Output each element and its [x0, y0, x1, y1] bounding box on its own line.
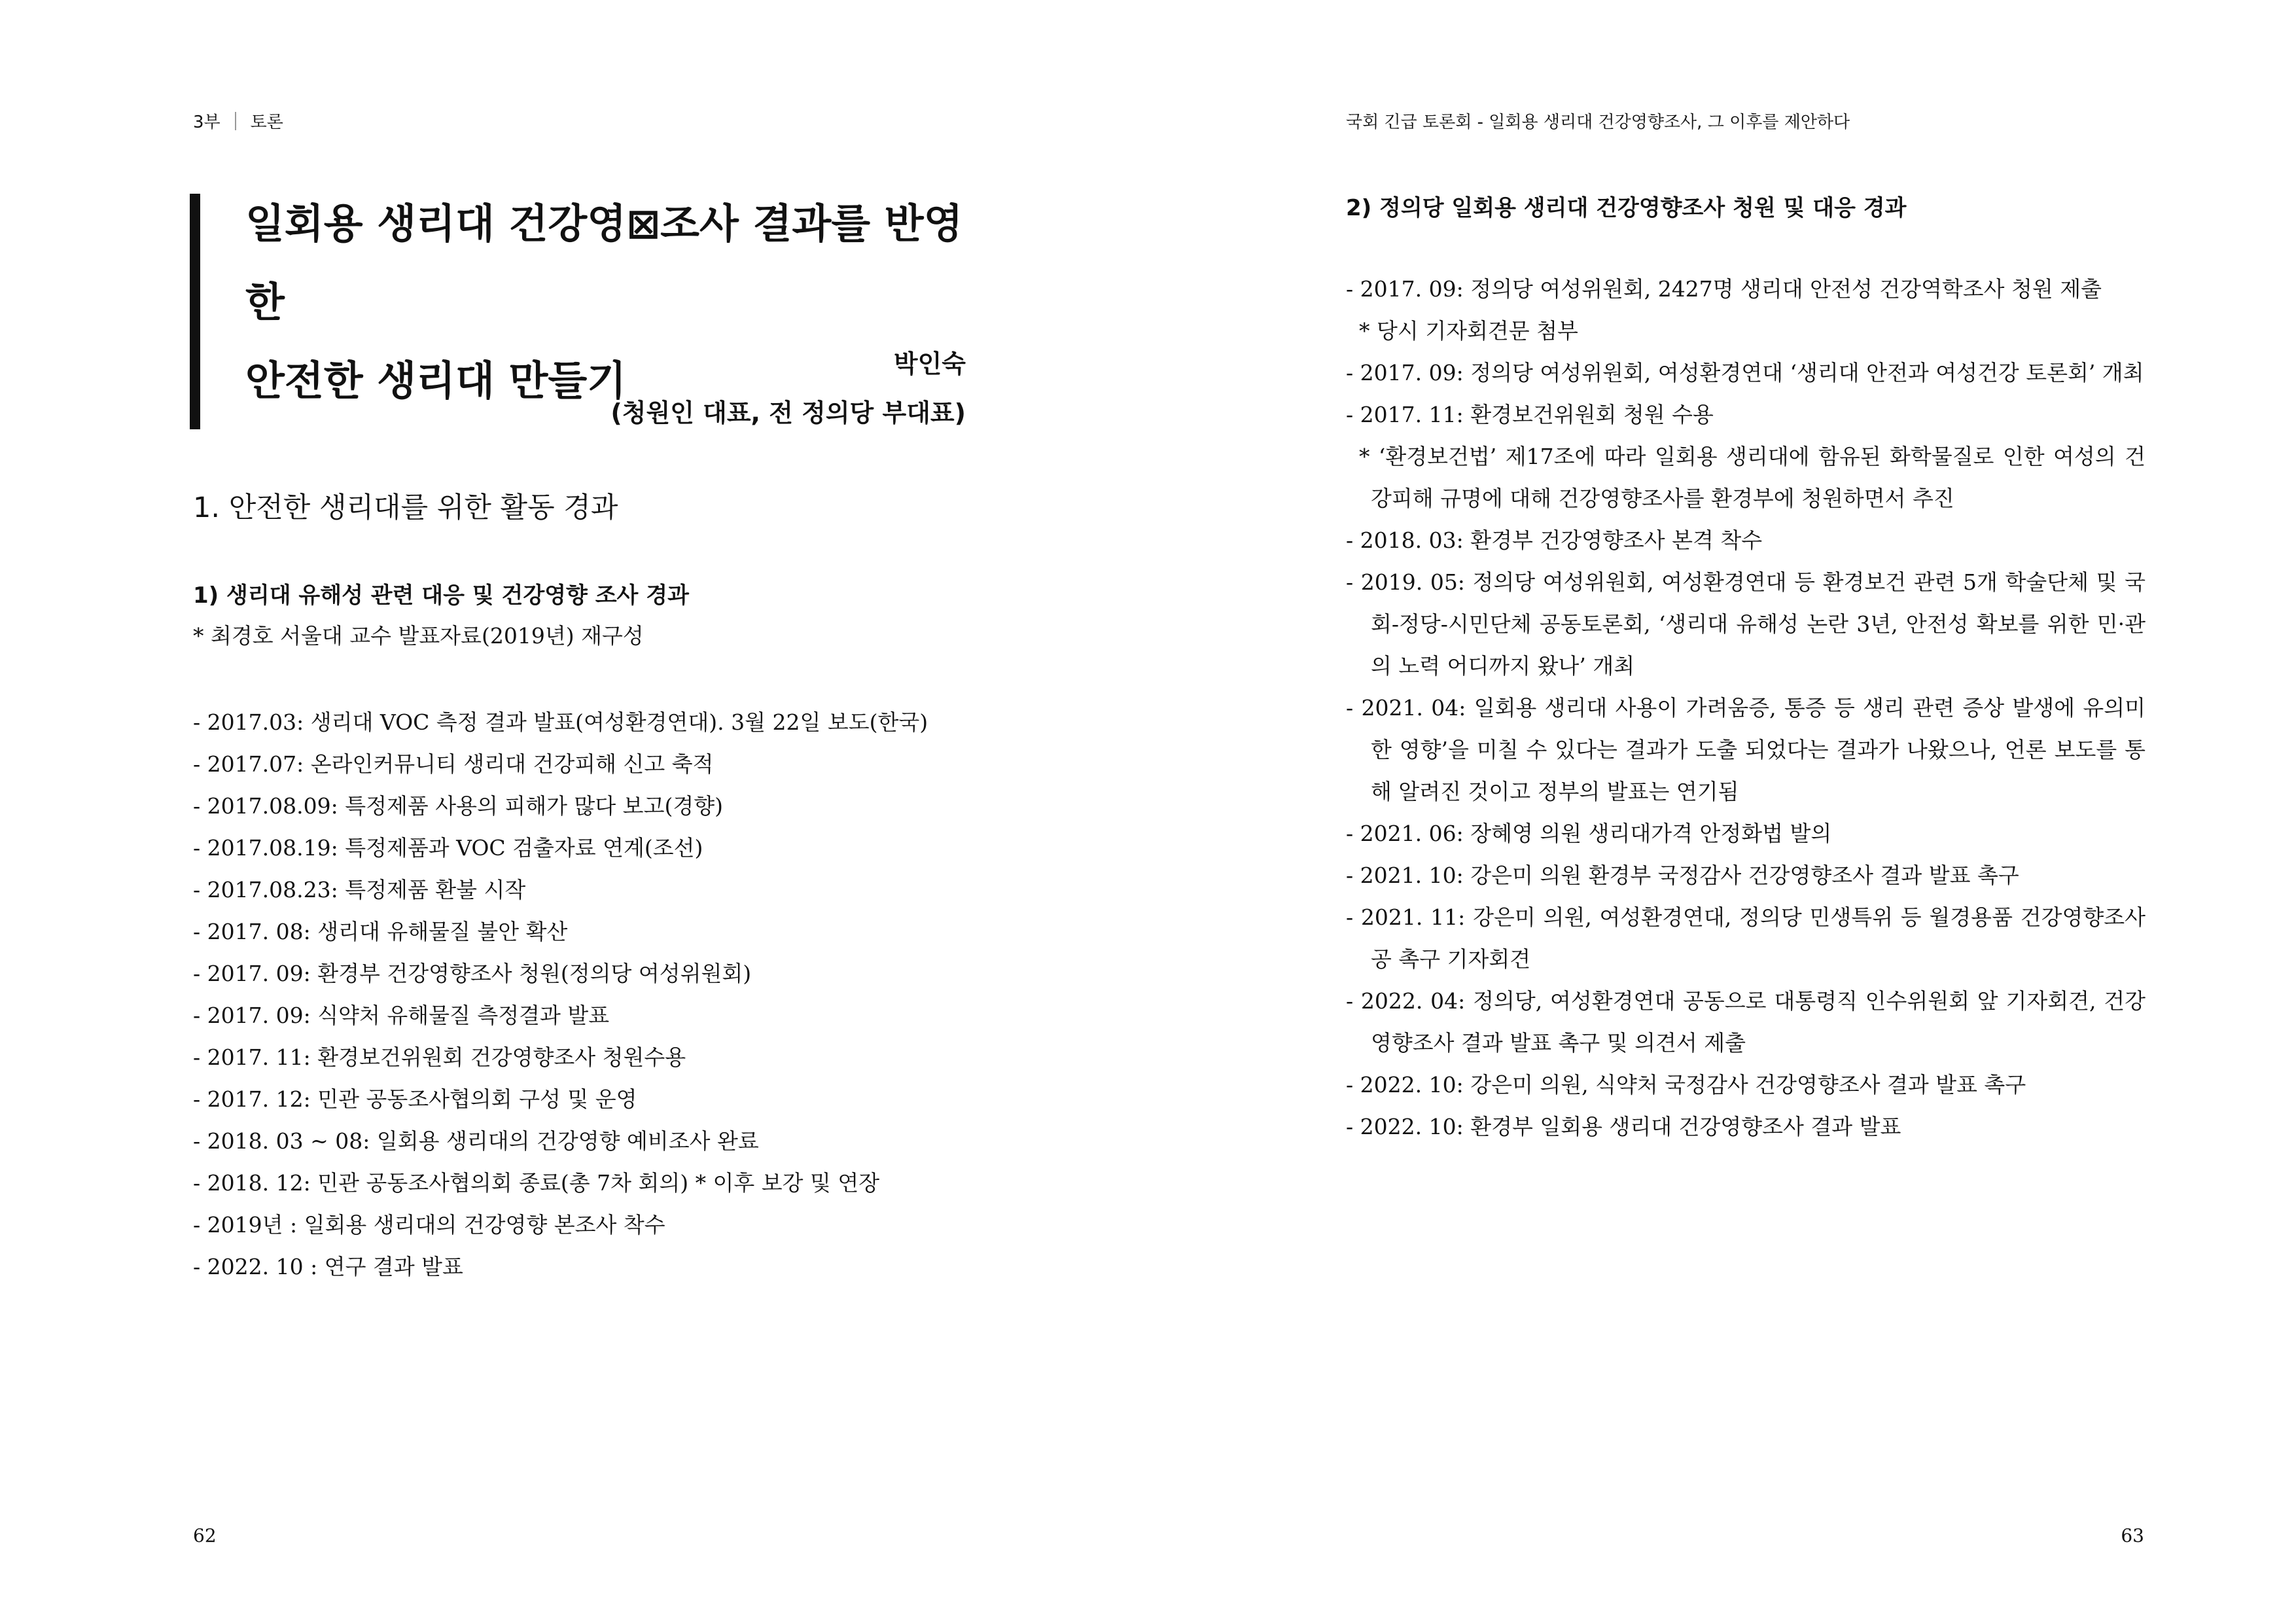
section-label: 토론: [250, 113, 283, 132]
list-item: - 2021. 10: 강은미 의원 환경부 국정감사 건강영향조사 결과 발표 촉구: [1346, 863, 2019, 888]
page-number-right: 63: [2121, 1525, 2144, 1546]
list-item: - 2022. 10: 환경부 일회용 생리대 건강영향조사 결과 발표: [1346, 1114, 1901, 1139]
sub-heading-1: 1) 생리대 유해성 관련 대응 및 건강영향 조사 경과: [193, 582, 689, 609]
list-item: - 2022. 10 : 연구 결과 발표: [193, 1254, 463, 1279]
section-heading: 1. 안전한 생리대를 위한 활동 경과: [193, 491, 618, 524]
timeline-list-left: [193, 702, 1017, 1288]
list-item: - 2021. 11: 강은미 의원, 여성환경연대, 정의당 민생특위 등 월경용품 건강영향조사 공 촉구 기자회견: [1346, 904, 2146, 972]
list-item: - 2017.07: 온라인커뮤니티 생리대 건강피해 신고 축적: [193, 751, 714, 777]
list-item-note: * ‘환경보건법’ 제17조에 따라 일회용 생리대에 함유된 화학물질로 인한 여성의 건강피해 규명에 대해 건강영향조사를 환경부에 청원하면서 추진: [1359, 444, 2146, 511]
list-item: - 2017. 12: 민관 공동조사협의회 구성 및 운영: [193, 1086, 637, 1112]
list-item: - 2021. 06: 장혜영 의원 생리대가격 안정화법 발의: [1346, 821, 1832, 846]
list-item: - 2017. 09: 정의당 여성위원회, 2427명 생리대 안전성 건강역학조사 청원 제출: [1346, 276, 2102, 302]
title-accent-bar: [190, 194, 200, 429]
header-separator: [235, 112, 236, 130]
source-note: * 최경호 서울대 교수 발표자료(2019년) 재구성: [193, 623, 644, 649]
timeline-list-right: [1346, 268, 2146, 1148]
list-item: - 2021. 04: 일회용 생리대 사용이 가려움증, 통증 등 생리 관련 증상 발생에 유의미한 영향’을 미칠 수 있다는 결과가 도출 되었다는 결과가 나왔으나, 언론 보도를 통해 알려진 것이고 정부의 발표는 연기됨: [1346, 695, 2146, 804]
part-label: 3부: [193, 113, 221, 132]
sub-heading-2: 2) 정의당 일회용 생리대 건강영향조사 청원 및 대응 경과: [1346, 195, 1907, 221]
list-item: - 2017. 11: 환경보건위원회 청원 수용: [1346, 402, 1714, 427]
author-affiliation: (청원인 대표, 전 정의당 부대표): [610, 399, 966, 427]
list-item-note: * 당시 기자회견문 첨부: [1359, 318, 1578, 344]
page-number-left: 62: [193, 1525, 217, 1546]
list-item: - 2019. 05: 정의당 여성위원회, 여성환경연대 등 환경보건 관련 5개 학술단체 및 국회-정당-시민단체 공동토론회, ‘생리대 유해성 논란 3년, 안전성 확보를 위한 민·관의 노력 어디까지 왔나’ 개최: [1346, 569, 2146, 679]
author-name: 박인숙: [893, 349, 966, 378]
running-header-left: [193, 109, 283, 133]
list-item: - 2017.08.09: 특정제품 사용의 피해가 많다 보고(경향): [193, 793, 723, 819]
title-line-1: 일회용 생리대 건강영⊠조사 결과를 반영한: [245, 200, 963, 326]
title-line-2: 안전한 생리대 만들기: [245, 357, 627, 404]
list-item: - 2017.03: 생리대 VOC 측정 결과 발표(여성환경연대). 3월 22일 보도(한국): [193, 709, 928, 735]
list-item: - 2018. 03: 환경부 건강영향조사 본격 착수: [1346, 527, 1763, 553]
list-item: - 2017.08.19: 특정제품과 VOC 검출자료 연계(조선): [193, 835, 703, 861]
page-title: [245, 185, 981, 420]
list-item: - 2017. 09: 환경부 건강영향조사 청원(정의당 여성위원회): [193, 961, 752, 986]
list-item: - 2017. 09: 정의당 여성위원회, 여성환경연대 ‘생리대 안전과 여성건강 토론회’ 개최: [1346, 360, 2144, 385]
list-item: - 2022. 04: 정의당, 여성환경연대 공동으로 대통령직 인수위원회 앞 기자회견, 건강영향조사 결과 발표 촉구 및 의견서 제출: [1346, 988, 2146, 1056]
list-item: - 2018. 03 ~ 08: 일회용 생리대의 건강영향 예비조사 완료: [193, 1128, 759, 1154]
running-header-right: 국회 긴급 토론회 - 일회용 생리대 건강영향조사, 그 이후를 제안하다: [1346, 113, 1850, 132]
list-item: - 2017. 09: 식약처 유해물질 측정결과 발표: [193, 1003, 610, 1028]
list-item: - 2019년 : 일회용 생리대의 건강영향 본조사 착수: [193, 1212, 665, 1238]
list-item: - 2017.08.23: 특정제품 환불 시작: [193, 877, 526, 902]
list-item: - 2018. 12: 민관 공동조사협의회 종료(총 7차 회의) * 이후 보강 및 연장: [193, 1170, 880, 1196]
list-item: - 2017. 11: 환경보건위원회 건강영향조사 청원수용: [193, 1044, 686, 1070]
list-item: - 2022. 10: 강은미 의원, 식약처 국정감사 건강영향조사 결과 발표 촉구: [1346, 1072, 2026, 1097]
list-item: - 2017. 08: 생리대 유해물질 불안 확산: [193, 919, 568, 944]
